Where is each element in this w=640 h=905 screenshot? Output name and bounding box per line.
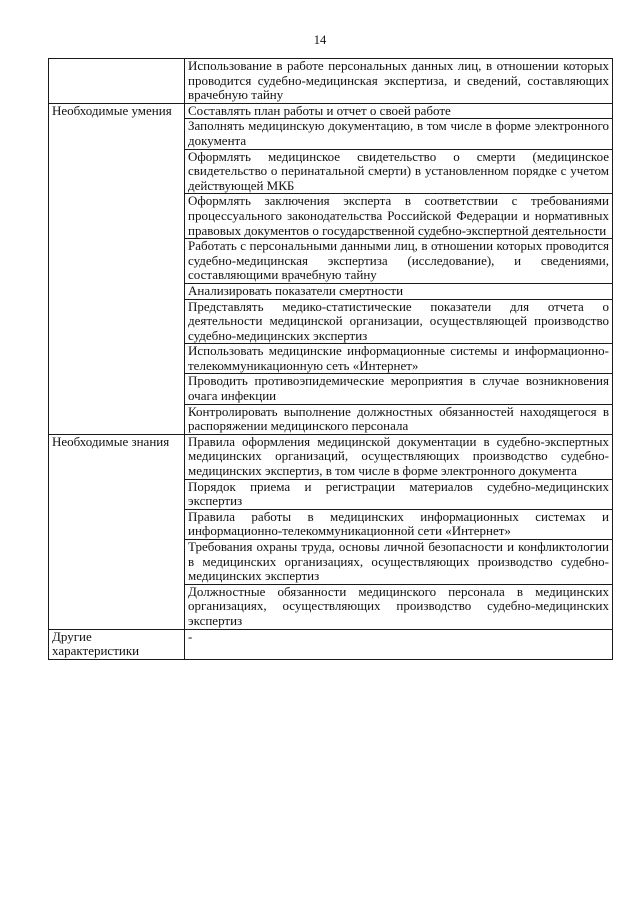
row-label-skills: Необходимые умения [49,103,185,434]
table-row [49,629,613,659]
row-item: Анализировать показатели смертности [185,283,613,299]
table-row [49,434,613,479]
row-item: Проводить противоэпидемические мероприятия в случае возникновения очага инфекции [185,374,613,404]
row-label-knowledge: Необходимые знания [49,434,185,629]
row-item: Заполнять медицинскую документацию, в том числе в форме электронного документа [185,119,613,149]
table-row [49,103,613,119]
row-item: Оформлять медицинское свидетельство о смерти (медицинское свидетельство о перинатальной смерти) в установленном порядке с учетом действующей МКБ [185,149,613,194]
row-label [49,59,185,104]
row-item: Работать с персональными данными лиц, в отношении которых проводится судебно-медицинская экспертиза (исследование), и сведениями, составляющими врачебную тайну [185,239,613,284]
row-item: - [185,629,613,659]
row-item: Должностные обязанности медицинского персонала в медицинских организациях, осуществляющих производство судебно-медицинских экспертиз [185,584,613,629]
page-number: 14 [313,33,327,47]
competency-table [48,58,613,660]
row-item: Использование в работе персональных данных лиц, в отношении которых проводится судебно-медицинская экспертиза, и сведений, составляющих врачебную тайну [185,59,613,104]
row-item: Представлять медико-статистические показатели для отчета о деятельности медицинской организации, осуществляющей производство судебно-медицинских экспертиз [185,299,613,344]
row-item: Оформлять заключения эксперта в соответствии с требованиями процессуального законодательства Российской Федерации и нормативных правовых документов о государственной судебно-экспертной деятельности [185,194,613,239]
row-item: Правила оформления медицинской документации в судебно-экспертных медицинских организаций, осуществляющих производство судебно-медицинских экспертиз, в том числе в форме электронного документа [185,434,613,479]
row-item: Составлять план работы и отчет о своей работе [185,103,613,119]
row-item: Контролировать выполнение должностных обязанностей находящегося в распоряжении медицинского персонала [185,404,613,434]
row-item: Правила работы в медицинских информационных системах и информационно-телекоммуникационной сети «Интернет» [185,509,613,539]
row-item: Порядок приема и регистрации материалов судебно-медицинских экспертиз [185,479,613,509]
row-item: Требования охраны труда, основы личной безопасности и конфликтологии в медицинских организациях, осуществляющих производство судебно-медицинских экспертиз [185,540,613,585]
row-item: Использовать медицинские информационные системы и информационно-телекоммуникационную сеть «Интернет» [185,344,613,374]
table-row [49,59,613,104]
row-label-other: Другие характеристики [49,629,185,659]
